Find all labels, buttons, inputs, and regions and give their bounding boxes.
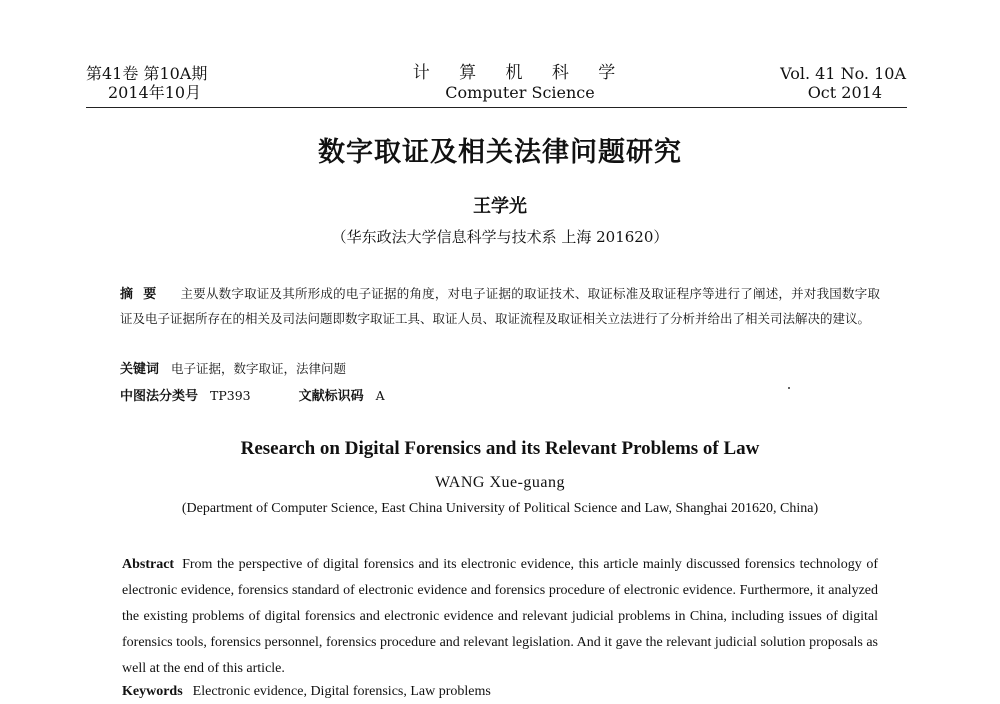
- affiliation-cn: （华东政法大学信息科学与技术系 上海 201620）: [331, 228, 669, 246]
- volume-en: Vol. 41 No. 10A: [780, 64, 906, 83]
- clc-label: 中图法分类号: [120, 389, 199, 404]
- keywords-en-label: Keywords: [122, 684, 183, 699]
- classification-line: [120, 385, 880, 404]
- abstract-cn: [120, 282, 880, 331]
- header-volume-issue: [86, 64, 306, 102]
- paper-title-en: Research on Digital Forensics and its Relevant Problems of Law: [240, 438, 760, 459]
- volume-cn: 第41卷 第10A期: [86, 64, 208, 83]
- keywords-cn-text: 电子证据，数字取证，法律问题: [171, 361, 347, 376]
- doc-code-value: A: [375, 388, 385, 403]
- keywords-en-text: Electronic evidence, Digital forensics, Law problems: [192, 684, 491, 699]
- abstract-en: [122, 552, 878, 682]
- author-cn: 王学光: [473, 196, 527, 217]
- date-cn: 2014年10月: [108, 83, 202, 102]
- affiliation-en: (Department of Computer Science, East China University of Political Science and Law, Shanghai 201620, China): [181, 501, 819, 516]
- abstract-en-text: From the perspective of digital forensics and its electronic evidence, this article mainly discussed forensics technology of electronic evidence, forensics standard of electronic evidence and forensics procedure of electronic evidence. Furthermore, it analyzed the existing problems of digital forensics and electronic evidence and relevant judicial problems in China, including issues of digital forensics tools, forensics personnel, forensics procedure and relevant legislation. And it gave the relevant judicial solution proposals as well at the end of this article.: [122, 557, 878, 676]
- keywords-en: [122, 684, 878, 700]
- scan-speck: [788, 387, 790, 389]
- journal-name-en: Computer Science: [445, 83, 595, 102]
- abstract-cn-label: 摘要: [120, 287, 167, 302]
- abstract-cn-text: 主要从数字取证及其所形成的电子证据的角度，对电子证据的取证技术、取证标准及取证程序等进行了阐述，并对我国数字取证及电子证据所存在的相关及司法问题即数字取证工具、取证人员、取证流程及取证相关立法进行了分析并给出了相关司法解决的建议。: [120, 286, 880, 326]
- header-rule: [86, 107, 907, 108]
- paper-title-cn: 数字取证及相关法律问题研究: [318, 137, 682, 168]
- abstract-en-label: Abstract: [122, 557, 175, 572]
- keywords-cn-label: 关键词: [120, 362, 160, 377]
- author-en: WANG Xue-guang: [434, 474, 566, 491]
- keywords-cn: [120, 358, 880, 377]
- header-volume-en: [740, 64, 906, 102]
- journal-name-cn: 计 算 机 科 学: [412, 63, 628, 83]
- header-journal: [400, 64, 640, 102]
- date-en: Oct 2014: [807, 83, 882, 102]
- clc-value: TP393: [210, 388, 251, 403]
- doc-code-label: 文献标识码: [298, 389, 364, 404]
